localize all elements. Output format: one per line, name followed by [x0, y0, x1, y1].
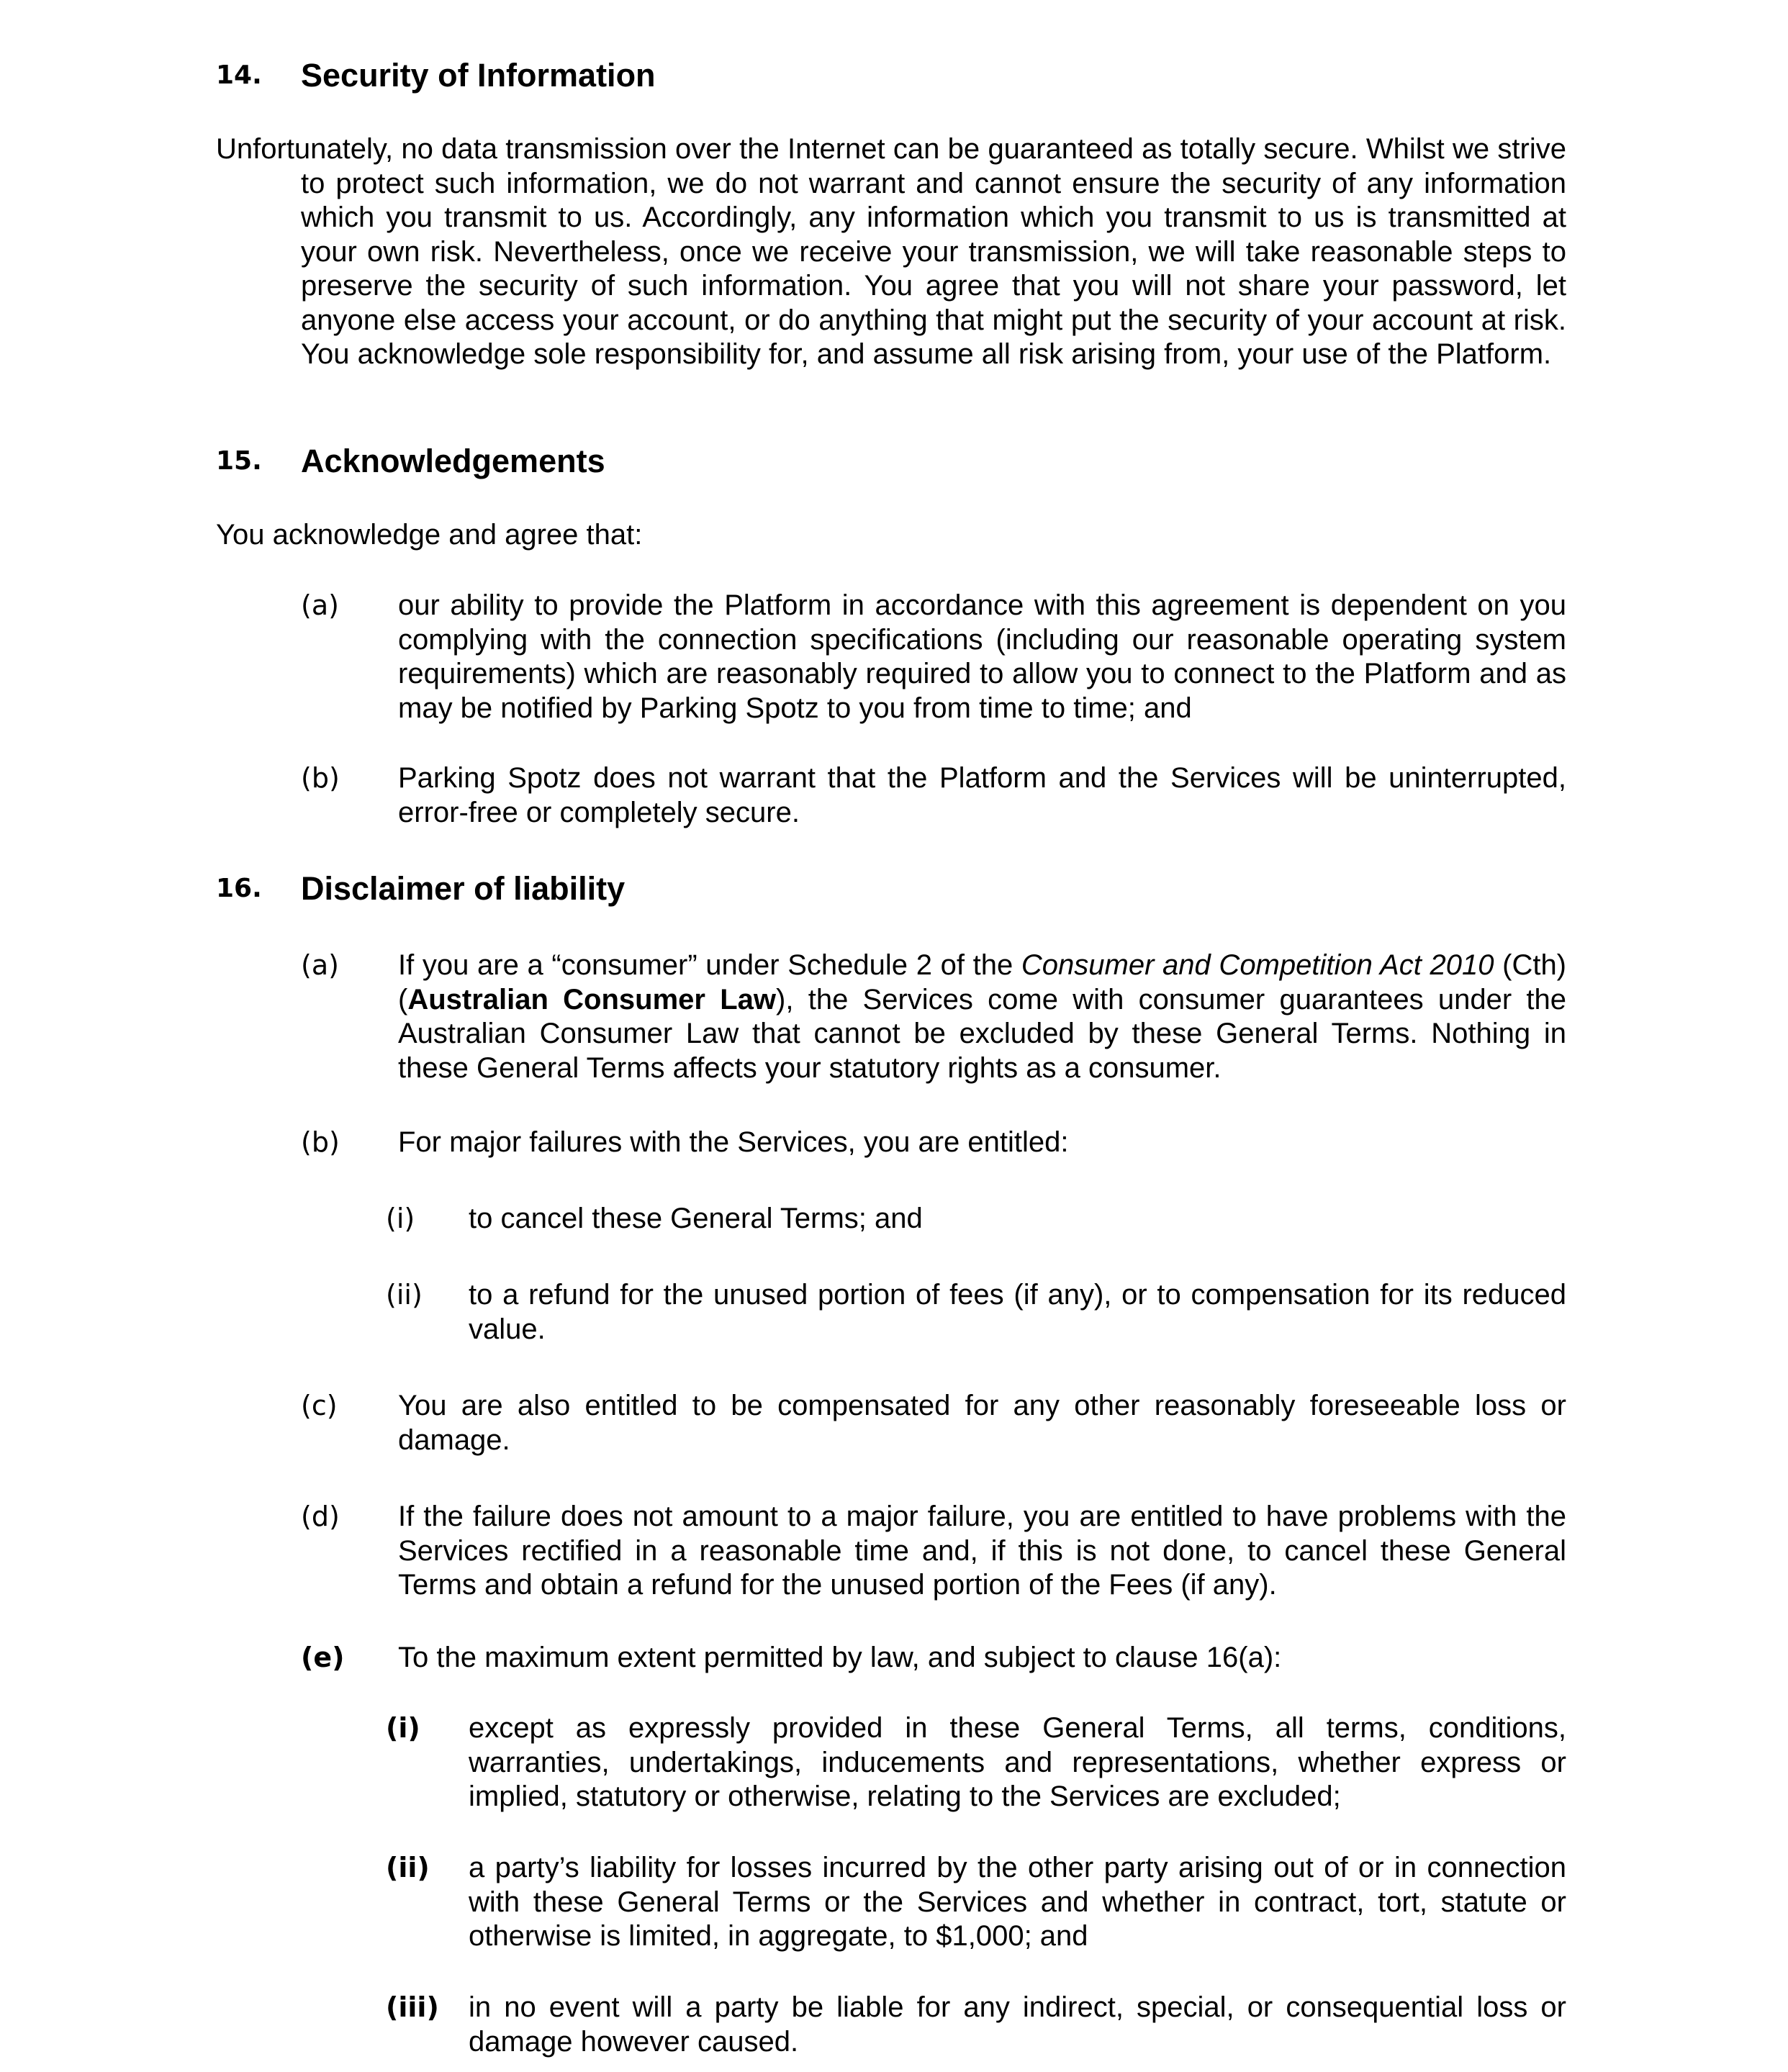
- item-label: (b): [301, 762, 340, 794]
- item-text: If you are a “consumer” under Schedule 2 of the Consumer and Competition Act 2010 (Cth) (Australian Consumer Law), the Services come with consumer guarantees under the Australian Consumer Law that cannot be excluded by these General Terms. Nothing in these General Terms affects your statutory rights as a consumer.: [398, 949, 1567, 1084]
- item-label: (iii): [386, 1991, 439, 2023]
- section-number: 15.: [216, 446, 262, 476]
- item-text: For major failures with the Services, you are entitled:: [398, 1126, 1069, 1158]
- item-text: To the maximum extent permitted by law, and subject to clause 16(a):: [398, 1642, 1282, 1673]
- item-label: (a): [301, 949, 339, 981]
- section-14-heading: [216, 50, 1584, 101]
- item-label: (d): [301, 1501, 340, 1532]
- item-label: (ii): [386, 1852, 430, 1883]
- item-label: (c): [301, 1390, 338, 1421]
- section-15-intro: You acknowledge and agree that:: [216, 519, 643, 551]
- item-text: to a refund for the unused portion of fees (if any), or to compensation for its reduced value.: [469, 1279, 1566, 1345]
- item-label: (i): [386, 1712, 420, 1744]
- defined-term: Australian Consumer Law: [407, 983, 777, 1015]
- item-text: our ability to provide the Platform in accordance with this agreement is dependent on you complying with the connection specifications (including our reasonable operating system requirements) which are reasonably required to allow you to connect to the Platform and as may be notified by Parking Spotz to you from time to time; and: [398, 589, 1566, 724]
- section-number: 14.: [216, 60, 262, 90]
- item-text: in no event will a party be liable for any indirect, special, or consequential loss or damage however caused.: [469, 1991, 1566, 2058]
- section-title: Disclaimer of liability: [301, 870, 626, 907]
- item-label: (ii): [386, 1279, 423, 1311]
- item-text: except as expressly provided in these General Terms, all terms, conditions, warranties, undertakings, inducements and representations, whether express or implied, statutory or otherwise, relating to the Services are excluded;: [469, 1712, 1566, 1812]
- item-label: (i): [386, 1203, 415, 1234]
- item-text: a party’s liability for losses incurred by the other party arising out of or in connection with these General Terms or the Services and whether in contract, tort, statute or otherwise is limited, in aggregate, to $1,000; and: [469, 1852, 1566, 1952]
- act-name: Consumer and Competition Act 2010: [1021, 949, 1494, 981]
- section-15-heading: [216, 436, 1584, 487]
- section-16-heading: [216, 864, 1584, 914]
- section-title: Security of Information: [301, 57, 656, 94]
- section-number: 16.: [216, 874, 262, 903]
- section-14-body: Unfortunately, no data transmission over the Internet can be guaranteed as totally secure. Whilst we strive to protect such information, we do not warrant and cannot ensure the security of any information which you transmit to us. Accordingly, any information which you transmit to us is transmitted at your own risk. Nevertheless, once we receive your transmission, we will take reasonable steps to preserve the security of such information. You agree that you will not share your password, let anyone else access your account, or do anything that might put the security of your account at risk. You acknowledge sole responsibility for, and assume all risk arising from, your use of the Platform.: [216, 133, 1566, 370]
- item-label: (b): [301, 1126, 340, 1158]
- item-text: You are also entitled to be compensated for any other reasonably foreseeable loss or damage.: [398, 1390, 1566, 1456]
- item-text: Parking Spotz does not warrant that the Platform and the Services will be uninterrupted, error-free or completely secure.: [398, 762, 1566, 828]
- item-text: to cancel these General Terms; and: [469, 1203, 923, 1234]
- item-text: If the failure does not amount to a major failure, you are entitled to have problems with the Services rectified in a reasonable time and, if this is not done, to cancel these General Terms and obtain a refund for the unused portion of the Fees (if any).: [398, 1501, 1566, 1601]
- item-label: (e): [301, 1642, 345, 1673]
- item-label: (a): [301, 589, 339, 621]
- section-title: Acknowledgements: [301, 443, 605, 479]
